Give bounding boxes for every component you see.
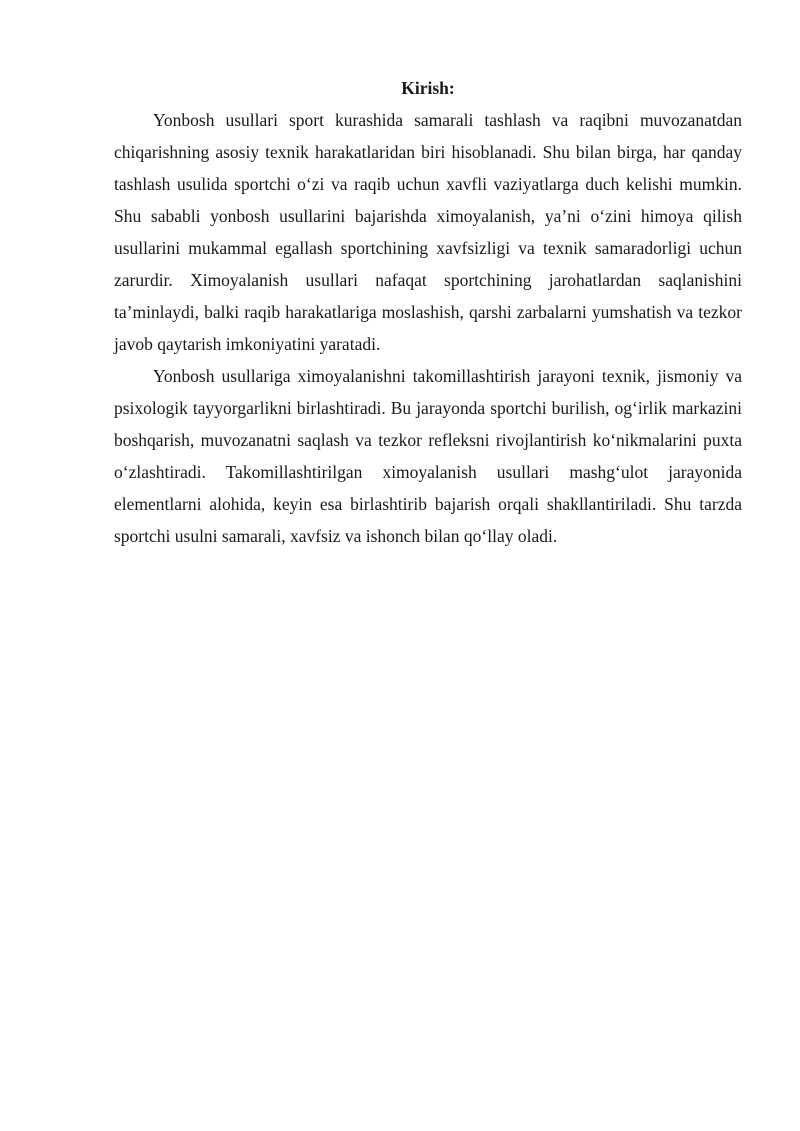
paragraph-1: Yonbosh usullari sport kurashida samarali tashlash va raqibni muvozanatdan chiqarishning asosiy texnik harakatlaridan biri hisoblanadi. Shu bilan birga, har qanday tashlash usulida sportchi o‘zi va raqib uchun xavfli vaziyatlarga duch kelishi mumkin. Shu sababli yonbosh usullarini bajarishda ximoyalanish, ya’ni o‘zini himoya qilish usullarini mukammal egallash sportchining xavfsizligi va texnik samaradorligi uchun zarurdir. Ximoyalanish usullari nafaqat sportchining jarohatlardan saqlanishini ta’minlaydi, balki raqib harakatlariga moslashish, qarshi zarbalarni yumshatish va tezkor javob qaytarish imkoniyatini yaratadi. <box>114 110 742 354</box>
paragraph-2: Yonbosh usullariga ximoyalanishni takomillashtirish jarayoni texnik, jismoniy va psixologik tayyorgarlikni birlashtiradi. Bu jarayonda sportchi burilish, og‘irlik markazini boshqarish, muvozanatni saqlash va tezkor refleksni rivojlantirish ko‘nikmalarini puxta o‘zlashtiradi. Takomillashtirilgan ximoyalanish usullari mashg‘ulot jarayonida elementlarni alohida, keyin esa birlashtirib bajarish orqali shakllantiriladi. Shu tarzda sportchi usulni samarali, xavfsiz va ishonch bilan qo‘llay oladi. <box>114 366 742 546</box>
document-body <box>114 72 742 552</box>
section-title: Kirish: <box>401 78 455 98</box>
